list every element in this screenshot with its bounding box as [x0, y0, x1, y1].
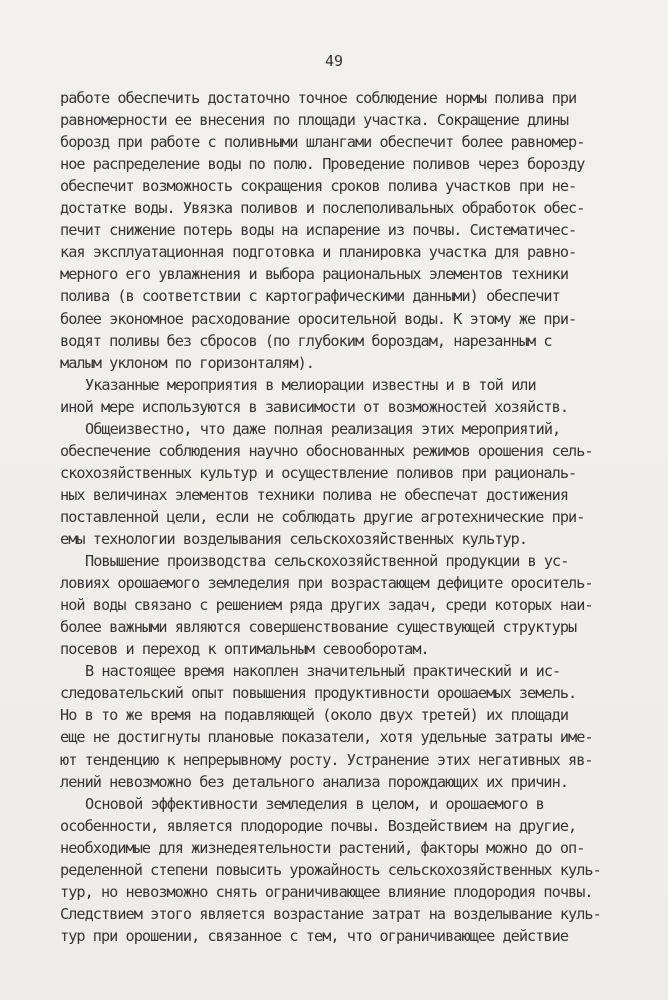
text-line: ют тенденцию к непрерывному росту. Устранение этих негативных яв-: [60, 750, 593, 769]
text-line: В настоящее время накоплен значительный практический и ис-: [85, 662, 561, 681]
text-line: кая эксплуатационная подготовка и планировка участка для равно-: [60, 243, 577, 262]
text-line: особенности, является плодородие почвы. Воздействием на другие,: [60, 816, 577, 835]
text-line: лений невозможно без детального анализа порождающих их причин.: [60, 772, 569, 791]
text-line: ределенной степени повысить урожайность сельскохозяйственных куль-: [60, 860, 601, 879]
text-line: посевов и переход к оптимальным севооборотам.: [60, 640, 429, 659]
text-line: тур, но невозможно снять ограничивающее влияние плодородия почвы.: [60, 882, 593, 901]
text-line: работе обеспечить достаточно точное соблюдение нормы полива при: [60, 89, 577, 107]
text-line: тур при орошении, связанное с тем, что ограничивающее действие: [60, 926, 569, 945]
text-line: следовательский опыт повышения продуктивности орошаемых земель.: [60, 684, 577, 703]
text-line: достатке воды. Увязка поливов и послеполивальных обработок обес-: [60, 199, 585, 218]
text-line: емы технологии возделывания сельскохозяйственных культур.: [60, 530, 528, 548]
text-line: Указанные мероприятия в мелиорации известны и в той или: [85, 375, 536, 394]
page-number: 49: [324, 52, 344, 70]
text-line: борозд при работе с поливными шлангами обеспечит более равномер-: [60, 133, 585, 152]
text-line: малым уклоном по горизонталям).: [60, 353, 315, 372]
text-line: Основой эффективности земледелия в целом, и орошаемого в: [85, 794, 544, 813]
text-line: ловиях орошаемого земледелия при возрастающем дефиците ороситель-: [60, 574, 593, 593]
text-line: равномерности ее внесения по площади участка. Сокращение длины: [60, 111, 569, 130]
text-line: обеспечение соблюдения научно обоснованных режимов орошения сель-: [60, 441, 593, 460]
text-line: поставленной цели, если не соблюдать другие агротехнические при-: [60, 507, 585, 526]
text-line: ное распределение воды по полю. Проведение поливов через борозду: [60, 155, 585, 174]
text-line: ной воды связано с решением ряда других задач, среди которых наи-: [60, 596, 593, 615]
text-line: мерного его увлажнения и выбора рациональных элементов техники: [60, 265, 569, 284]
text-line: более экономное расходование оросительной воды. К этому же при-: [60, 309, 577, 328]
text-line: необходимые для жизнедеятельности растений, факторы можно до оп-: [60, 838, 585, 857]
text-line: Но в то же время на подавляющей (около двух третей) их площади: [60, 706, 569, 725]
text-line: Общеизвестно, что даже полная реализация этих мероприятий,: [85, 419, 561, 438]
text-line: печит снижение потерь воды на испарение из почвы. Систематичес-: [60, 221, 577, 240]
text-line: Повышение производства сельскохозяйственной продукции в ус-: [85, 552, 569, 571]
text-line: ных величинах элементов техники полива не обеспечат достижения: [60, 485, 569, 504]
text-line: Следствием этого является возрастание затрат на возделывание куль-: [60, 904, 601, 923]
text-line: обеспечит возможность сокращения сроков полива участков при не-: [60, 177, 577, 196]
text-line: еще не достигнуты плановые показатели, хотя удельные затраты име-: [60, 728, 593, 747]
text-line: иной мере используются в зависимости от возможностей хозяйств.: [60, 397, 569, 416]
text-line: более важными являются совершенствование существующей структуры: [60, 618, 577, 637]
text-line: полива (в соответствии с картографическими данными) обеспечит: [60, 287, 560, 306]
text-line: водят поливы без сбросов (по глубоким бороздам, нарезанным с: [60, 331, 552, 350]
text-line: скохозяйственных культур и осуществление поливов при рациональ-: [60, 463, 577, 482]
